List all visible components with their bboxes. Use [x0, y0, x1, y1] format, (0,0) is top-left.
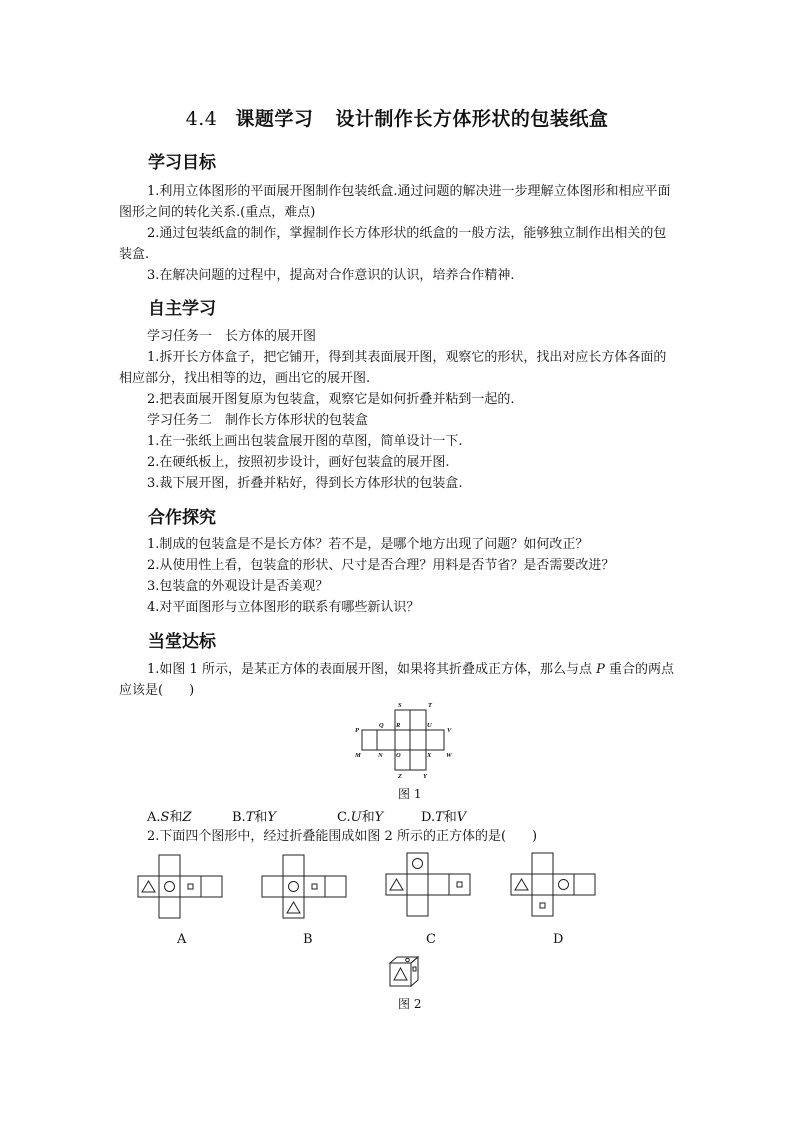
- fig1-label-M: M: [355, 752, 361, 759]
- small-square-icon: [413, 967, 416, 971]
- title-part1: 课题学习: [235, 108, 314, 130]
- small-square-icon: [312, 884, 317, 889]
- net-c: [385, 852, 475, 918]
- practice-heading: 当堂达标: [148, 632, 216, 652]
- fig1-label-Y: Y: [423, 773, 427, 780]
- triangle-icon: [515, 879, 528, 890]
- triangle-icon: [142, 881, 155, 892]
- net-a-label: A: [177, 932, 187, 947]
- fig1-label-N: N: [378, 752, 383, 759]
- fig1-label-U: U: [427, 722, 432, 729]
- net-b: [261, 854, 351, 920]
- title-number: 4.4: [185, 108, 218, 130]
- task2-title: 学习任务二 制作长方体形状的包装盒: [147, 413, 369, 428]
- task1-title: 学习任务一 长方体的展开图: [147, 329, 317, 344]
- figure-1-net: [350, 700, 460, 780]
- q1-point: P: [596, 662, 605, 677]
- circle-icon: [559, 880, 569, 890]
- page-title: [0, 104, 794, 131]
- task2-item-2: 2.在硬纸板上，按照初步设计，画好包装盒的展开图.: [147, 455, 450, 470]
- fig1-label-O: O: [396, 752, 401, 759]
- goal-item-3: 3.在解决问题的过程中，提高对合作意识的认识，培养合作精神.: [147, 268, 515, 283]
- fig1-label-W: W: [446, 752, 452, 759]
- fig1-label-V: V: [447, 727, 452, 734]
- explore-item-4: 4.对平面图形与立体图形的联系有哪些新认识？: [147, 600, 420, 615]
- net-c-label: C: [426, 932, 436, 947]
- circle-icon: [413, 859, 423, 869]
- fig1-square-top-right: [410, 710, 426, 730]
- circle-icon: [165, 882, 175, 892]
- q1-text-a: 1.如图 1 所示，是某正方体的表面展开图，如果将其折叠成正方体，那么与点: [147, 662, 592, 677]
- net-b-label: B: [303, 932, 313, 947]
- fig1-label-Q: Q: [379, 722, 384, 729]
- self-study-heading: 自主学习: [148, 299, 216, 319]
- fig1-square-2: [377, 730, 395, 750]
- question-1: [119, 659, 679, 701]
- fig1-label-S: S: [398, 702, 402, 709]
- fig1-square-1: [362, 730, 377, 750]
- question-2: 2.下面四个图形中，经过折叠能围成如图 2 所示的正方体的是( ): [147, 829, 538, 844]
- figure-2-cube: [387, 955, 421, 989]
- fig1-label-R: R: [396, 722, 401, 729]
- triangle-icon: [390, 879, 403, 890]
- fig1-square-bottom-right: [410, 750, 426, 770]
- explore-item-3: 3.包装盒的外观设计是否美观？: [147, 579, 329, 594]
- task2-item-1: 1.在一张纸上画出包装盒展开图的草图，简单设计一下.: [147, 434, 463, 449]
- circle-icon: [289, 882, 299, 892]
- explore-item-2: 2.从使用性上看，包装盒的形状、尺寸是否合理？用料是否节省？是否需要改进？: [147, 558, 615, 573]
- fig1-square-3: [395, 730, 410, 750]
- q1-text-b: 重合的两点应该是( ): [119, 662, 674, 698]
- fig1-label-P: P: [355, 727, 359, 734]
- goals-heading: 学习目标: [148, 153, 216, 173]
- triangle-icon: [394, 968, 407, 980]
- fig1-label-Z: Z: [398, 773, 402, 780]
- fig1-label-T: T: [428, 702, 432, 709]
- circle-icon: [406, 958, 410, 962]
- small-square-icon: [540, 903, 545, 908]
- figure-2-caption: 图 2: [398, 997, 422, 1011]
- fig1-square-4: [410, 730, 426, 750]
- q1-option-b: B.T和Y: [232, 810, 276, 825]
- task1-item-1: 1.拆开长方体盒子，把它铺开，得到其表面展开图，观察它的形状，找出对应长方体各面的相应部分，找出相等的边，画出它的展开图.: [119, 350, 667, 386]
- small-square-icon: [188, 884, 193, 889]
- q1-option-c: C.U和Y: [337, 810, 384, 825]
- fig1-square-5: [426, 730, 444, 750]
- task2-item-3: 3.裁下展开图，折叠并粘好，得到长方体形状的包装盒.: [147, 476, 463, 491]
- title-part2: 设计制作长方体形状的包装纸盒: [335, 108, 609, 130]
- net-d-label: D: [553, 932, 564, 947]
- explore-heading: 合作探究: [148, 508, 216, 528]
- triangle-icon: [287, 902, 300, 913]
- goal-item-2: 2.通过包装纸盒的制作，掌握制作长方体形状的纸盒的一般方法，能够独立制作出相关的包装盒.: [119, 226, 667, 262]
- q1-option-d: D.T和V: [421, 810, 467, 825]
- net-d: [510, 852, 600, 918]
- goal-item-1: 1.利用立体图形的平面展开图制作包装纸盒.通过问题的解决进一步理解立体图形和相应平面图形之间的转化关系.(重点，难点): [119, 184, 671, 220]
- explore-item-1: 1.制成的包装盒是不是长方体？若不是，是哪个地方出现了问题？如何改正？: [147, 537, 589, 552]
- net-a: [137, 854, 227, 920]
- figure-1-caption: 图 1: [398, 787, 422, 801]
- fig1-label-X: X: [427, 752, 432, 759]
- small-square-icon: [457, 882, 462, 887]
- q1-option-a: A.S和Z: [147, 810, 192, 825]
- task1-item-2: 2.把表面展开图复原为包装盒，观察它是如何折叠并粘到一起的.: [147, 392, 515, 407]
